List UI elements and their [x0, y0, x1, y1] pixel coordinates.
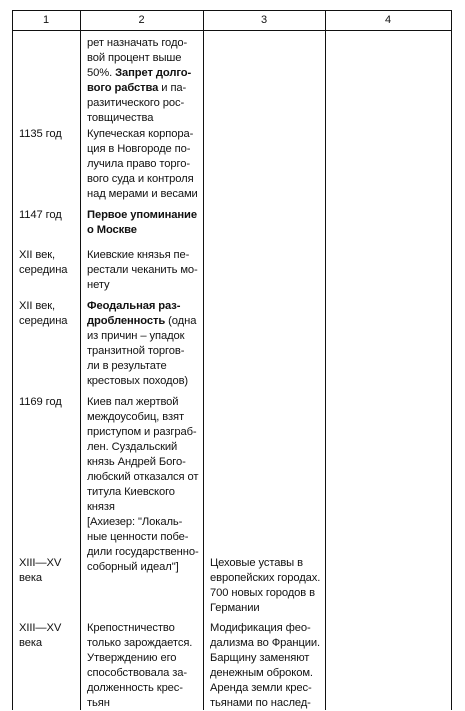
- column-divider-1: [80, 10, 81, 710]
- event-text-bold: Запрет долго- вого рабства: [87, 67, 192, 94]
- event-text: и па- разитического рос- товщичества: [87, 82, 187, 124]
- column-header-3: 3: [260, 14, 268, 26]
- row-date: XII век, середина: [19, 300, 68, 327]
- row-date: 1135 год: [19, 128, 62, 140]
- row-date: 1147 год: [19, 209, 62, 221]
- column-divider-2: [203, 10, 204, 710]
- row-event: Первое упоминание о Москве: [87, 209, 197, 236]
- row-event: Киевские князья пе- рестали чеканить мо- нету: [87, 249, 198, 291]
- column-header-2: 2: [138, 14, 145, 26]
- row-event: [87, 299, 199, 389]
- row-event: Крепостничество только зарождается. Утверждению его способствовала за- долженность крес- тьян: [87, 622, 193, 709]
- table-right-border: [451, 10, 452, 710]
- event-text-bold: Феодальная раз- дробленность: [87, 300, 181, 327]
- row-europe: Модификация фео- дализма во Франции. Барщину заменяют денежным оброком. Аренда земли крес- тьянами по наслед-: [210, 622, 321, 709]
- row-date: XIII—XV века: [19, 622, 62, 649]
- row-event: Киев пал жертвой междоусобиц, взят приступом и разграб- лен. Суздальский князь Андрей Бого- любский отказался от титула Киевского князя [Ахиезер: "Локаль- ные ценности побе- дили государственно- соборный идеал"]: [87, 396, 199, 573]
- table-left-border: [12, 10, 13, 710]
- column-header-1: 1: [42, 14, 50, 26]
- column-divider-3: [325, 10, 326, 710]
- event-text: (одна из причин – упадок транзитной торгов- ли в результате крестовых походов): [87, 315, 197, 387]
- event-text: рет назначать годо- вой процент выше 50%.: [87, 37, 188, 79]
- header-bottom-border: [12, 30, 452, 31]
- table-row-event-continuation: [87, 36, 199, 126]
- row-date: XIII—XV века: [19, 557, 62, 584]
- column-header-4: 4: [384, 14, 392, 26]
- row-date: XII век, середина: [19, 249, 68, 276]
- row-date: 1169 год: [19, 396, 62, 408]
- row-europe: Цеховые уставы в европейских городах. 700 новых городов в Германии: [210, 557, 321, 614]
- row-event: Купеческая корпора- ция в Новгороде по- лучила право торго- вого суда и контроля над мерами и весами: [87, 128, 198, 200]
